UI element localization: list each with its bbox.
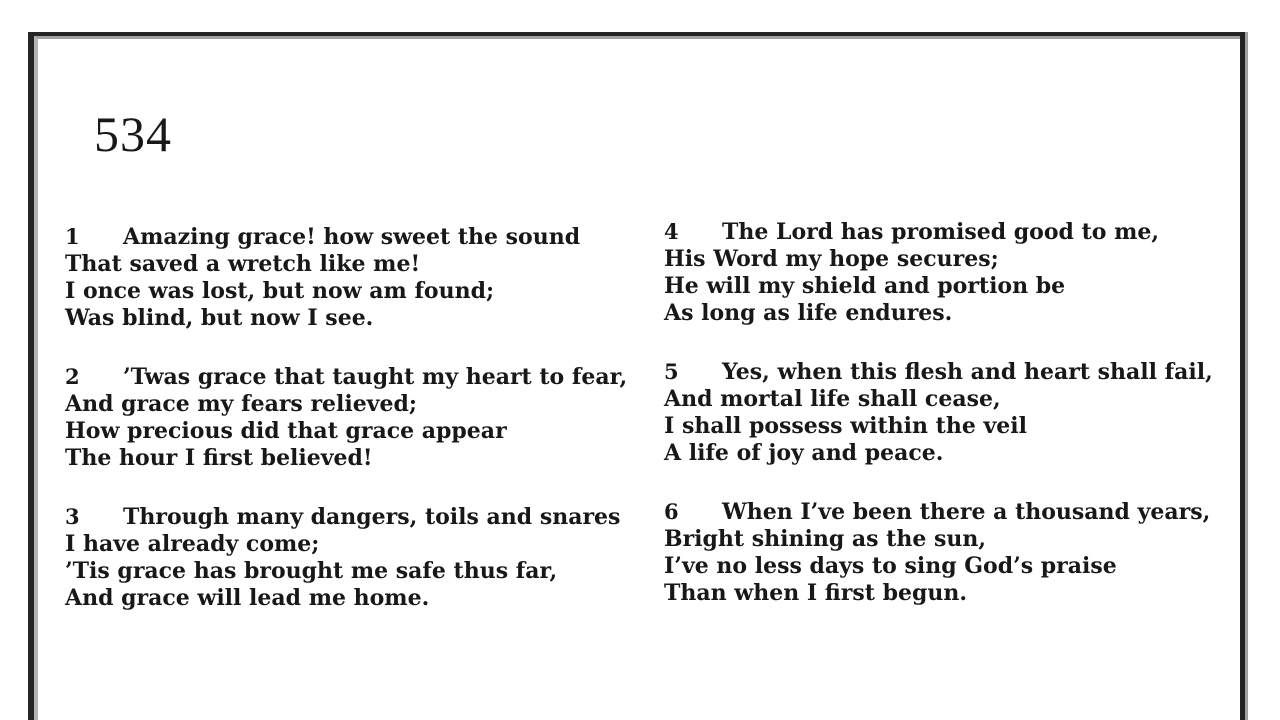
verse-line: Was blind, but now I see.: [65, 305, 374, 331]
verse-line: I’ve no less days to sing God’s praise: [664, 553, 1117, 579]
verse-line: I shall possess within the veil: [664, 413, 1027, 439]
verse-line: Than when I first begun.: [664, 580, 968, 606]
verse-number: 2: [65, 364, 80, 389]
verse-column-right: [664, 218, 1254, 638]
hymn-number: 534: [94, 106, 172, 162]
verse-column-left: [65, 223, 661, 643]
verse-line: I have already come;: [65, 531, 320, 557]
verse-number: 3: [65, 504, 80, 529]
verse-number: 6: [664, 499, 679, 524]
verse-line: [65, 363, 661, 391]
verse-number: 1: [65, 224, 80, 249]
verse-1: [65, 223, 661, 332]
verse-line-text: When I’ve been there a thousand years,: [722, 499, 1211, 525]
verse-line: I once was lost, but now am found;: [65, 278, 495, 304]
verse-line-text: ’Twas grace that taught my heart to fear,: [123, 364, 628, 390]
verse-line: Bright shining as the sun,: [664, 526, 987, 552]
verse-line: ’Tis grace has brought me safe thus far,: [65, 558, 558, 584]
verse-line: The hour I first believed!: [65, 445, 373, 471]
verse-line-text: Amazing grace! how sweet the sound: [123, 224, 581, 250]
verse-line: How precious did that grace appear: [65, 418, 507, 444]
page-inner: [34, 36, 1240, 720]
verse-5: [664, 358, 1254, 467]
verse-line: [65, 223, 661, 251]
verse-line: [664, 218, 1254, 246]
verse-line: And grace will lead me home.: [65, 585, 430, 611]
verse-line: [664, 498, 1254, 526]
verse-line: He will my shield and portion be: [664, 273, 1066, 299]
verse-line: That saved a wretch like me!: [65, 251, 421, 277]
verse-line-text: Through many dangers, toils and snares: [123, 504, 621, 530]
verse-6: [664, 498, 1254, 607]
verse-line: As long as life endures.: [664, 300, 953, 326]
verse-line: His Word my hope secures;: [664, 246, 999, 272]
verse-line: [664, 358, 1254, 386]
verse-line: [65, 503, 661, 531]
hymnal-page: [28, 32, 1245, 720]
verse-number: 4: [664, 219, 679, 244]
verse-line-text: Yes, when this flesh and heart shall fail,: [722, 359, 1213, 385]
verse-line-text: The Lord has promised good to me,: [722, 219, 1160, 245]
verse-2: [65, 363, 661, 472]
verse-line: A life of joy and peace.: [664, 440, 944, 466]
verse-line: And grace my fears relieved;: [65, 391, 418, 417]
verse-line: And mortal life shall cease,: [664, 386, 1001, 412]
verse-4: [664, 218, 1254, 327]
verse-3: [65, 503, 661, 612]
verse-number: 5: [664, 359, 679, 384]
